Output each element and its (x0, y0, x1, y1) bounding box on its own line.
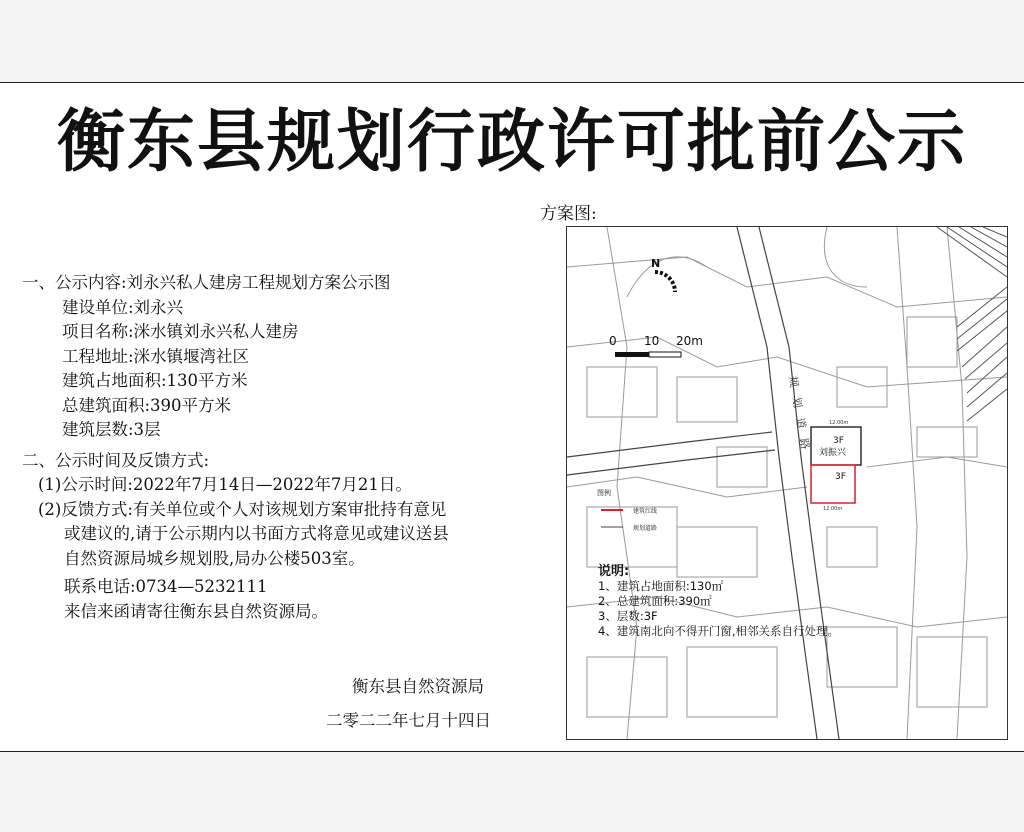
map-notes-block (598, 564, 839, 639)
feedback-line-1: (2)反馈方式:有关单位或个人对该规划方案审批持有意见 (38, 499, 447, 519)
site-buildings (811, 420, 861, 512)
project-name: 项目名称:洣水镇刘永兴私人建房 (62, 322, 299, 341)
building-floors-2: 3F (835, 472, 846, 482)
road-label: 规划道路 (786, 375, 814, 461)
legend-title: 图例 (597, 489, 611, 497)
scale-0: 0 (609, 334, 617, 348)
contour-lines (937, 227, 1007, 421)
signature-org: 衡东县自然资源局 (352, 677, 484, 696)
legend-road: 规划道路 (633, 525, 658, 532)
notice-body (22, 271, 449, 624)
plan-label: 方案图: (540, 204, 597, 224)
north-label: N (651, 257, 661, 270)
site-plan-map (566, 226, 1008, 740)
scale-10: 10 (644, 334, 660, 348)
notice-title: 衡东县规划行政许可批前公示 (56, 103, 967, 182)
site-plan-drawing (567, 227, 1007, 739)
land-area: 建筑占地面积:130平方米 (62, 371, 248, 390)
note-3: 3、层数:3F (598, 609, 658, 623)
floor-count: 建筑层数:3层 (62, 420, 161, 439)
building-owner: 刘振兴 (819, 448, 847, 458)
notice-period: (1)公示时间:2022年7月14日—2022年7月21日。 (38, 475, 412, 494)
map-legend (597, 488, 657, 532)
note-4: 4、建筑南北向不得开门窗,相邻关系自行处理。 (598, 624, 839, 638)
notice-sheet (0, 82, 1024, 752)
section2-heading: 二、公示时间及反馈方式: (22, 450, 210, 470)
feedback-line-3: 自然资源局城乡规划股,局办公楼503室。 (64, 548, 365, 568)
construction-unit: 建设单位:刘永兴 (62, 297, 184, 317)
note-1: 1、建筑占地面积:130㎡ (598, 579, 724, 593)
signature-date: 二零二二年七月十四日 (326, 711, 491, 730)
section1-heading: 一、公示内容:刘永兴私人建房工程规划方案公示图 (22, 273, 391, 292)
project-address: 工程地址:洣水镇堰湾社区 (62, 346, 250, 366)
feedback-line-2: 或建议的,请于公示期内以书面方式将意见或建议送县 (64, 524, 449, 543)
cadastral-lines (567, 227, 1007, 739)
dim-top: 12.00m (829, 420, 849, 426)
scale-bar (609, 334, 703, 357)
north-arrow (651, 257, 675, 292)
scale-20: 20m (676, 334, 703, 348)
total-area: 总建筑面积:390平方米 (62, 395, 232, 415)
legend-red-line: 建筑红线 (633, 508, 658, 515)
dim-bottom: 12.00m (823, 506, 843, 512)
notes-title: 说明: (598, 564, 630, 579)
contact-phone: 联系电话:0734—5232111 (64, 577, 268, 596)
mail-address: 来信来函请寄往衡东县自然资源局。 (64, 601, 328, 621)
note-2: 2、总建筑面积:390㎡ (598, 594, 712, 608)
building-floors-1: 3F (833, 436, 844, 446)
planned-road (567, 227, 839, 739)
